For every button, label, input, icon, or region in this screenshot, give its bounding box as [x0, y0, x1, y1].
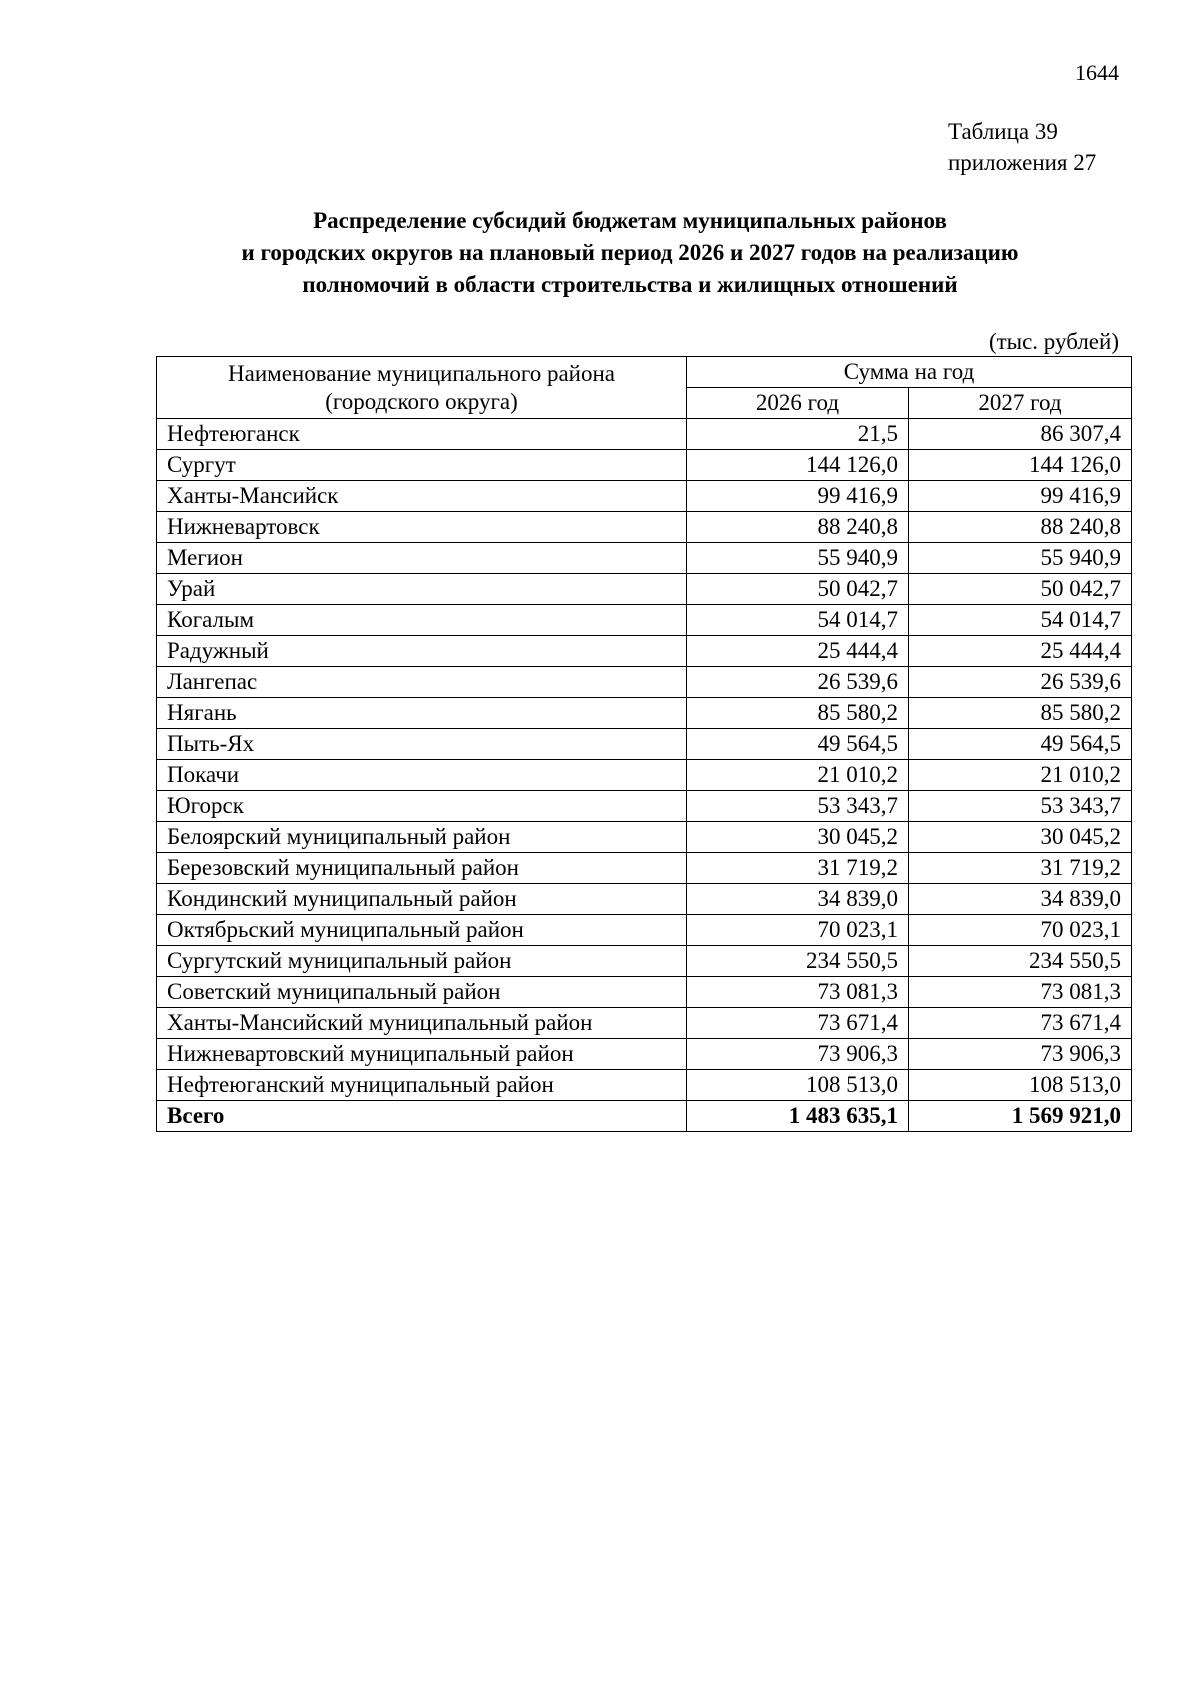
table-row — [157, 977, 1132, 1008]
amount-2026: 30 045,2 — [687, 822, 909, 853]
table-row — [157, 729, 1132, 760]
municipality-name: Нижневартовск — [157, 512, 687, 543]
table-row — [157, 915, 1132, 946]
amount-2026: 70 023,1 — [687, 915, 909, 946]
municipality-name: Нефтеюганский муниципальный район — [157, 1070, 687, 1101]
table-row — [157, 450, 1132, 481]
amount-2026: 108 513,0 — [687, 1070, 909, 1101]
municipality-name: Ханты-Мансийский муниципальный район — [157, 1008, 687, 1039]
header-municipality — [157, 357, 687, 419]
amount-2027: 54 014,7 — [909, 605, 1132, 636]
municipality-name: Покачи — [157, 760, 687, 791]
municipality-name: Нефтеюганск — [157, 419, 687, 450]
municipality-name: Когалым — [157, 605, 687, 636]
table-row — [157, 698, 1132, 729]
page-number: 1644 — [1075, 60, 1119, 85]
document-title — [120, 205, 1140, 301]
amount-2026: 144 126,0 — [687, 450, 909, 481]
table-row — [157, 543, 1132, 574]
amount-2027: 55 940,9 — [909, 543, 1132, 574]
amount-2027: 53 343,7 — [909, 791, 1132, 822]
header-year-2026: 2026 год — [687, 388, 909, 419]
municipality-name: Ханты-Мансийск — [157, 481, 687, 512]
amount-2026: 34 839,0 — [687, 884, 909, 915]
amount-2026: 50 042,7 — [687, 574, 909, 605]
table-row — [157, 1039, 1132, 1070]
amount-2027: 34 839,0 — [909, 884, 1132, 915]
amount-2027: 234 550,5 — [909, 946, 1132, 977]
amount-2026: 49 564,5 — [687, 729, 909, 760]
amount-2027: 21 010,2 — [909, 760, 1132, 791]
municipality-name: Урай — [157, 574, 687, 605]
document-title-line-1: Распределение субсидий бюджетам муниципальных районов — [313, 208, 947, 233]
header-sum-per-year: Сумма на год — [687, 357, 1132, 388]
total-row — [157, 1101, 1132, 1132]
municipality-name: Кондинский муниципальный район — [157, 884, 687, 915]
table-row — [157, 512, 1132, 543]
table-body — [157, 419, 1132, 1132]
amount-2026: 55 940,9 — [687, 543, 909, 574]
table-row — [157, 884, 1132, 915]
amount-2026: 21 010,2 — [687, 760, 909, 791]
amount-2026: 234 550,5 — [687, 946, 909, 977]
table-row — [157, 481, 1132, 512]
amount-2026: 54 014,7 — [687, 605, 909, 636]
table-row — [157, 1008, 1132, 1039]
amount-2026: 73 906,3 — [687, 1039, 909, 1070]
table-row — [157, 636, 1132, 667]
amount-2027: 70 023,1 — [909, 915, 1132, 946]
municipality-name: Октябрьский муниципальный район — [157, 915, 687, 946]
municipality-name: Нижневартовский муниципальный район — [157, 1039, 687, 1070]
amount-2026: 25 444,4 — [687, 636, 909, 667]
amount-2027: 99 416,9 — [909, 481, 1132, 512]
header-municipality-line-2: (городского округа) — [325, 388, 518, 414]
municipality-name: Пыть-Ях — [157, 729, 687, 760]
table-reference-number: Таблица 39 — [948, 119, 1058, 144]
municipality-name: Белоярский муниципальный район — [157, 822, 687, 853]
municipality-name: Сургут — [157, 450, 687, 481]
amount-2026: 73 671,4 — [687, 1008, 909, 1039]
amount-2027: 88 240,8 — [909, 512, 1132, 543]
municipality-name: Радужный — [157, 636, 687, 667]
amount-2026: 73 081,3 — [687, 977, 909, 1008]
header-municipality-line-1: Наименование муниципального района — [228, 360, 615, 386]
amount-2026: 53 343,7 — [687, 791, 909, 822]
table-row — [157, 791, 1132, 822]
amount-2027: 73 906,3 — [909, 1039, 1132, 1070]
table-row — [157, 760, 1132, 791]
amount-2027: 49 564,5 — [909, 729, 1132, 760]
amount-2026: 26 539,6 — [687, 667, 909, 698]
amount-2027: 31 719,2 — [909, 853, 1132, 884]
units-label: (тыс. рублей) — [988, 329, 1119, 354]
header-year-2027: 2027 год — [909, 388, 1132, 419]
amount-2027: 26 539,6 — [909, 667, 1132, 698]
amount-2027: 144 126,0 — [909, 450, 1132, 481]
municipality-name: Советский муниципальный район — [157, 977, 687, 1008]
amount-2026: 31 719,2 — [687, 853, 909, 884]
amount-2027: 73 081,3 — [909, 977, 1132, 1008]
total-2026: 1 483 635,1 — [687, 1101, 909, 1132]
table-row — [157, 574, 1132, 605]
amount-2026: 99 416,9 — [687, 481, 909, 512]
amount-2027: 73 671,4 — [909, 1008, 1132, 1039]
municipality-name: Мегион — [157, 543, 687, 574]
amount-2027: 108 513,0 — [909, 1070, 1132, 1101]
amount-2027: 25 444,4 — [909, 636, 1132, 667]
amount-2027: 86 307,4 — [909, 419, 1132, 450]
municipality-name: Березовский муниципальный район — [157, 853, 687, 884]
municipality-name: Лангепас — [157, 667, 687, 698]
table-row — [157, 419, 1132, 450]
table-row — [157, 667, 1132, 698]
amount-2027: 85 580,2 — [909, 698, 1132, 729]
table-row — [157, 946, 1132, 977]
municipality-name: Нягань — [157, 698, 687, 729]
amount-2026: 21,5 — [687, 419, 909, 450]
table-row — [157, 1070, 1132, 1101]
total-2027: 1 569 921,0 — [909, 1101, 1132, 1132]
amount-2027: 50 042,7 — [909, 574, 1132, 605]
table-reference — [948, 116, 1096, 178]
document-title-line-2: и городских округов на плановый период 2026 и 2027 годов на реализацию — [241, 240, 1019, 265]
document-title-line-3: полномочий в области строительства и жилищных отношений — [302, 272, 958, 297]
table-reference-appendix: приложения 27 — [948, 150, 1097, 175]
table-row — [157, 822, 1132, 853]
amount-2026: 85 580,2 — [687, 698, 909, 729]
total-label: Всего — [157, 1101, 687, 1132]
table-header-row — [157, 357, 1132, 388]
table-row — [157, 853, 1132, 884]
municipality-name: Югорск — [157, 791, 687, 822]
table-row — [157, 605, 1132, 636]
amount-2026: 88 240,8 — [687, 512, 909, 543]
amount-2027: 30 045,2 — [909, 822, 1132, 853]
subsidy-table — [156, 356, 1132, 1132]
municipality-name: Сургутский муниципальный район — [157, 946, 687, 977]
